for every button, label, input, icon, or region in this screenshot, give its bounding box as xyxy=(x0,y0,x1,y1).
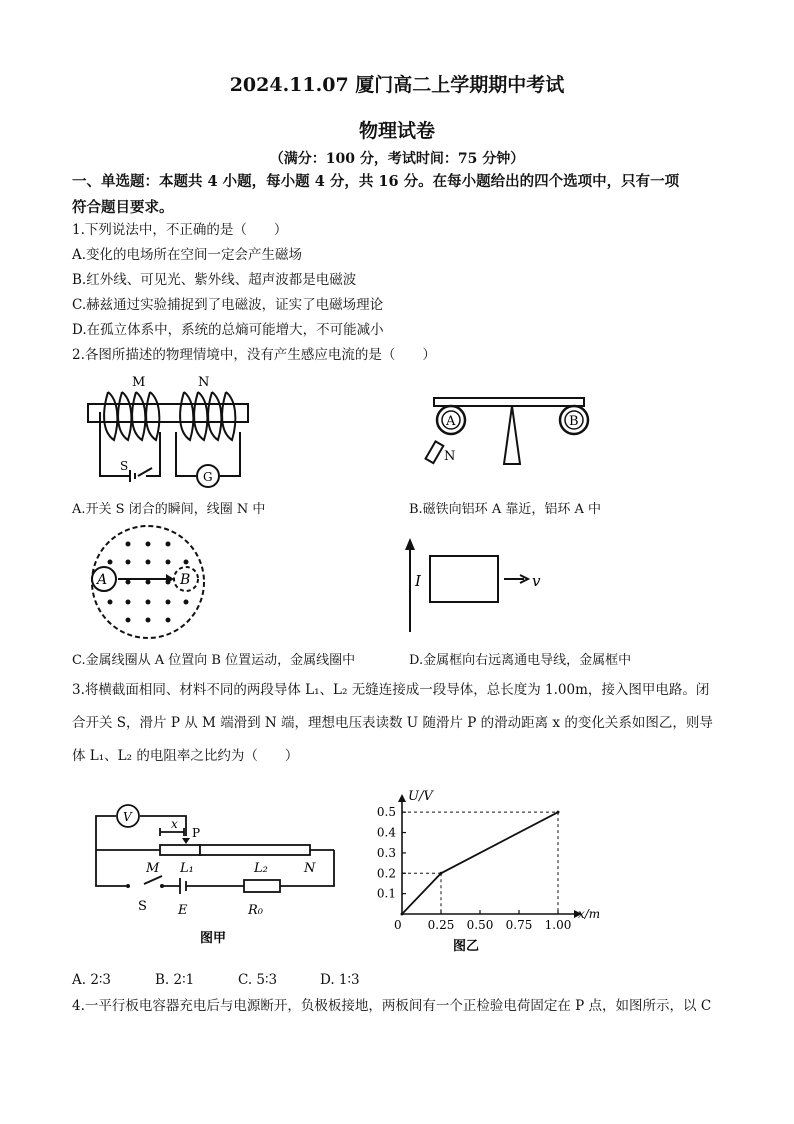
label-switch-s: S xyxy=(138,899,147,914)
label-l2: L₂ xyxy=(254,861,268,876)
section-heading-line2: 符合题目要求。 xyxy=(72,199,174,216)
q3-option-b: B. 2∶1 xyxy=(155,972,195,988)
subject-title: 物理试卷 xyxy=(358,120,435,142)
label-slider-p: P xyxy=(192,826,201,840)
x-tick-label-4: 1.00 xyxy=(544,918,572,932)
q1-option-d: D.在孤立体系中，系统的总熵可能增大，不可能减小 xyxy=(72,322,384,338)
q4-stem: 4.一平行板电容器充电后与电源断开，负极板接地，两板间有一个正检验电荷固定在 P 点，如图所示，以 C xyxy=(72,998,712,1014)
label-velocity-v: v xyxy=(532,572,541,590)
series-line xyxy=(402,812,558,914)
label-n: N xyxy=(198,375,210,390)
y-tick-label-0: 0.1 xyxy=(376,886,396,901)
label-x: x xyxy=(171,817,178,831)
y-tick-label-3: 0.4 xyxy=(376,825,396,840)
label-g: G xyxy=(203,470,213,484)
y-tick-label-2: 0.3 xyxy=(376,845,396,860)
q3-option-d: D. 1∶3 xyxy=(320,972,360,988)
q2-stem: 2.各图所描述的物理情境中，没有产生感应电流的是（ ） xyxy=(72,347,436,363)
figure-d-frame xyxy=(400,530,560,634)
q1-stem: 1.下列说法中，不正确的是（ ） xyxy=(72,222,288,238)
x-tick-label-1: 0.25 xyxy=(427,918,455,932)
q3-line3: 体 L₁、L₂ 的电阻率之比约为（ ） xyxy=(72,748,299,764)
q3-line1: 3.将横截面相同、材料不同的两段导体 L₁、L₂ 无缝连接成一段导体，总长度为 1.00m，接入图甲电路。闭 xyxy=(72,682,710,698)
q1-option-b: B.红外线、可见光、紫外线、超声波都是电磁波 xyxy=(72,272,357,288)
figure-b-rings xyxy=(420,388,600,488)
q3-line2: 合开关 S，滑片 P 从 M 端滑到 N 端，理想电压表读数 U 随滑片 P 的滑动距离 x 的变化关系如图乙，则导 xyxy=(72,715,713,731)
label-emf-e: E xyxy=(178,903,188,918)
label-l1: L₁ xyxy=(180,861,194,876)
label-end-m: M xyxy=(146,861,160,876)
x-tick-label-2: 0.50 xyxy=(466,918,494,932)
section-heading xyxy=(72,169,732,221)
label-magnet-n: N xyxy=(444,449,456,464)
label-pos-a: A xyxy=(97,572,108,588)
y-tick-label-1: 0.2 xyxy=(376,866,396,881)
label-pos-b: B xyxy=(180,572,191,588)
label-current-i: I xyxy=(415,572,421,590)
q2-caption-b: B.磁铁向铝环 A 靠近，铝环 A 中 xyxy=(409,502,601,517)
exam-info: （满分：100 分，考试时间：75 分钟） xyxy=(269,151,525,167)
x-tick-label-3: 0.75 xyxy=(505,918,533,932)
label-m: M xyxy=(132,375,146,390)
origin-label: 0 xyxy=(394,918,402,932)
label-voltmeter: V xyxy=(123,810,132,824)
q3-option-c: C. 5∶3 xyxy=(238,972,278,988)
exam-title: 2024.11.07 厦门高二上学期期中考试 xyxy=(229,74,565,96)
data-point-1 xyxy=(440,872,443,875)
q2-caption-c: C.金属线圈从 A 位置向 B 位置运动，金属线圈中 xyxy=(72,653,356,668)
q1-option-a: A.变化的电场所在空间一定会产生磁场 xyxy=(72,247,303,263)
q2-caption-a: A.开关 S 闭合的瞬间，线圈 N 中 xyxy=(72,502,266,517)
figure-c-field xyxy=(80,522,220,646)
label-end-n: N xyxy=(304,861,316,876)
figure-a-solenoid xyxy=(80,372,260,492)
q1-option-c: C.赫兹通过实验捕捉到了电磁波，证实了电磁场理论 xyxy=(72,297,384,313)
q2-caption-d: D.金属框向右远离通电导线，金属框中 xyxy=(409,653,632,668)
label-r0: R₀ xyxy=(248,903,263,918)
u-x-chart xyxy=(360,786,600,956)
y-axis-arrow xyxy=(398,794,406,802)
label-s: S xyxy=(120,459,129,473)
q3-option-a: A. 2∶3 xyxy=(72,972,112,988)
chart-caption: 图乙 xyxy=(452,939,480,954)
circuit-figure xyxy=(88,800,348,950)
circuit-caption: 图甲 xyxy=(200,931,227,946)
label-ring-b: B xyxy=(569,414,579,429)
y-axis-label: U/V xyxy=(408,789,433,804)
x-axis-label: x/m xyxy=(578,907,600,921)
section-heading-line1: 一、单选题：本题共 4 小题，每小题 4 分，共 16 分。在每小题给出的四个选项中，只有一项 xyxy=(72,173,680,190)
data-point-2 xyxy=(557,811,560,814)
label-ring-a: A xyxy=(446,414,456,429)
data-point-0 xyxy=(401,913,404,916)
y-tick-label-4: 0.5 xyxy=(376,805,396,820)
